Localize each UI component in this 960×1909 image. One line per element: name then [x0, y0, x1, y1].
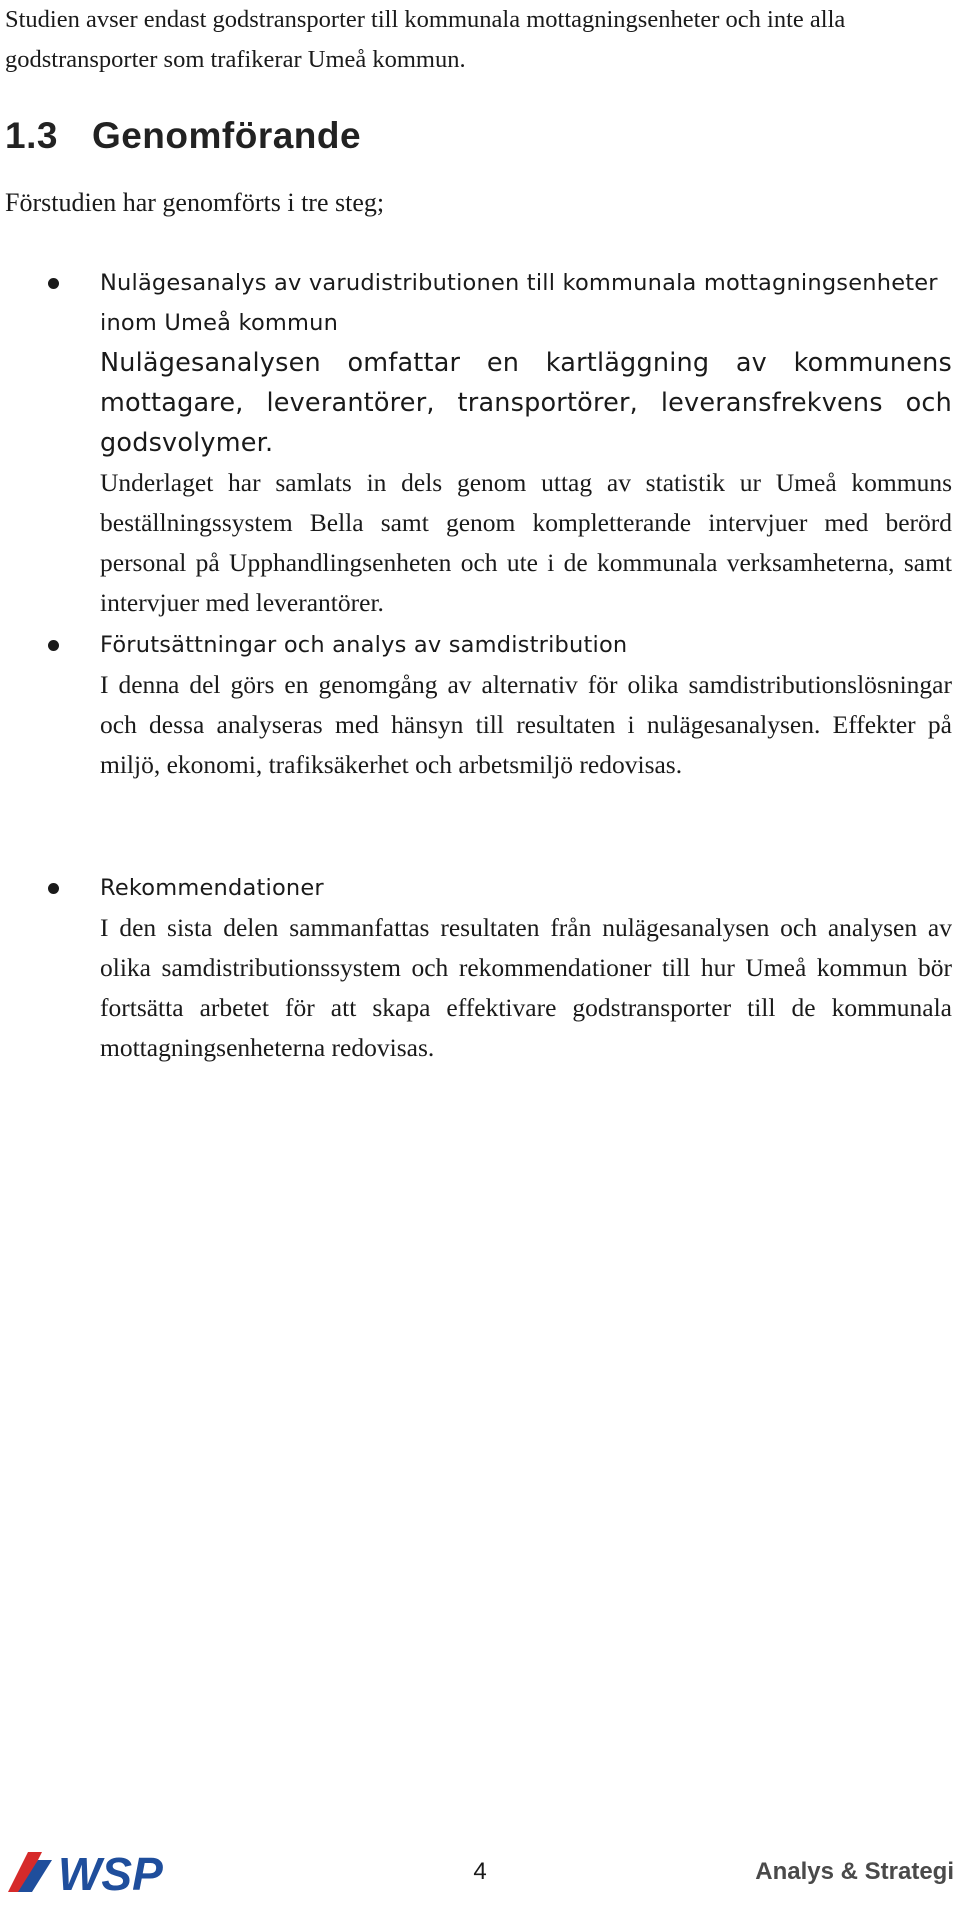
wsp-logo — [6, 1846, 206, 1896]
section-title: Genomförande — [91, 115, 362, 156]
section-number: 1.3 — [5, 115, 58, 156]
intro-paragraph: Studien avser endast godstransporter till kommunala mottagningsenheter och inte alla godstransporter som trafikerar Umeå kommun. — [5, 6, 846, 73]
list-item-body — [100, 868, 952, 1068]
bullet-icon — [48, 278, 59, 289]
bullet-icon — [48, 883, 59, 894]
list-item-text: I denna del görs en genomgång av alternativ för olika samdistributionslösningar och dessa analyseras med hänsyn till resultaten i nulägesanalysen. Effekter på miljö, ekonomi, trafiksäkerhet och arbetsmiljö redovisas. — [100, 670, 952, 779]
page-number: 4 — [473, 1858, 487, 1885]
list-item-text: Underlaget har samlats in dels genom uttag av statistik ur Umeå kommuns beställningssystem Bella samt genom kompletterande intervjuer med berörd personal på Upphandlingsenheten och ute i de kommunala verksamheterna, samt intervjuer med leverantörer. — [100, 468, 952, 617]
list-item-text: I den sista delen sammanfattas resultaten från nulägesanalysen och analysen av olika samdistributionssystem och rekommendationer till hur Umeå kommun bör fortsätta arbetet för att skapa effektivare godstransporter till de kommunala mottagningsenheterna redovisas. — [100, 913, 952, 1062]
list-item-body — [100, 625, 952, 785]
list-item-body — [100, 263, 952, 623]
footer-section-label: Analys & Strategi — [755, 1858, 954, 1885]
section-heading — [5, 115, 361, 157]
list-item-title: Förutsättningar och analys av samdistribution — [100, 632, 628, 658]
list-item-title: Nulägesanalys av varudistributionen till kommunala mottagningsenheter inom Umeå kommun — [100, 270, 938, 336]
logo-text: WSP — [58, 1848, 163, 1896]
list-item-text: Nulägesanalysen omfattar en kartläggning av kommunens mottagare, leverantörer, transportörer, leveransfrekvens och godsvolymer. — [100, 348, 952, 458]
bullet-icon — [48, 640, 59, 651]
section-lead: Förstudien har genomförts i tre steg; — [5, 188, 385, 217]
list-item-title: Rekommendationer — [100, 875, 324, 901]
